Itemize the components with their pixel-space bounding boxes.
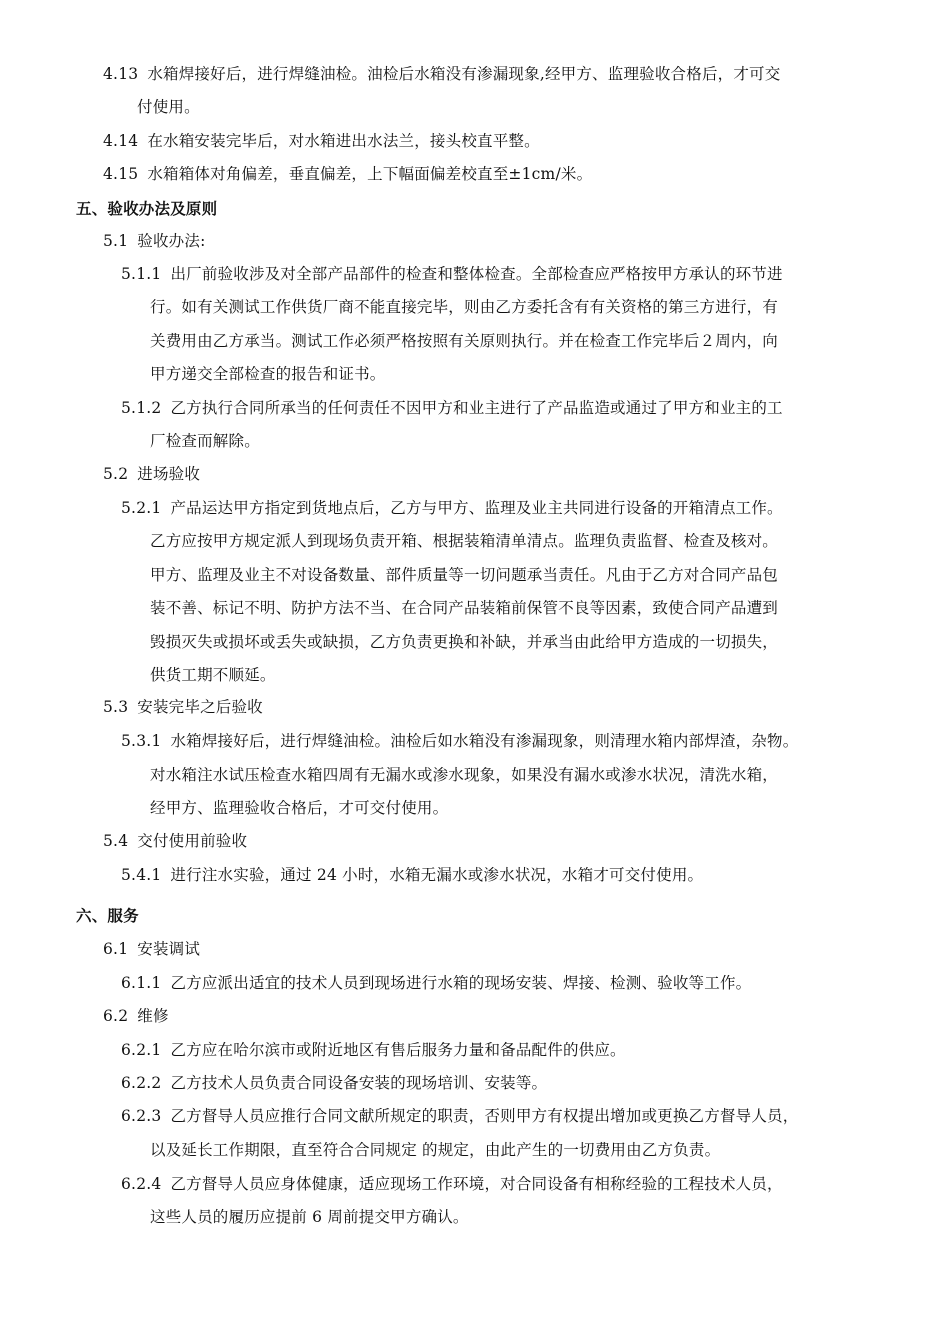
- clause-text: 水箱箱体对角偏差，垂直偏差，上下幅面偏差校直至±1cm/米。: [147, 165, 593, 183]
- clause-continuation-line: [150, 598, 778, 618]
- clause-text: 进行注水实验，通过 24 小时，水箱无漏水或渗水状况，水箱才可交付使用。: [170, 866, 704, 884]
- clause-number: 4.15: [103, 165, 139, 183]
- clause-line: [121, 498, 783, 518]
- clause-text: 在水箱安装完毕后，对水箱进出水法兰，接头校直平整。: [147, 132, 540, 150]
- clause-text: 水箱焊接好后，进行焊缝油检。油检后水箱没有渗漏现象,经甲方、监理验收合格后，才可交: [147, 65, 781, 83]
- clause-text: 以及延长工作期限，直至符合合同规定 的规定，由此产生的一切费用由乙方负责。: [150, 1141, 721, 1159]
- clause-text: 毁损灭失或损坏或丢失或缺损，乙方负责更换和补缺，并承当由此给甲方造成的一切损失，: [150, 633, 779, 651]
- clause-number: 5.3: [103, 698, 129, 716]
- clause-line: [103, 131, 540, 151]
- clause-line: [121, 731, 798, 751]
- clause-number: 5.3.1: [121, 732, 162, 750]
- clause-continuation-line: [150, 632, 778, 652]
- clause-number: 6.2: [103, 1007, 129, 1025]
- clause-line: [121, 1040, 626, 1060]
- clause-continuation-line: [150, 1207, 469, 1227]
- clause-number: 5.2: [103, 465, 129, 483]
- clause-number: 5.1: [103, 232, 129, 250]
- clause-continuation-line: [150, 297, 778, 317]
- clause-number: 6.2.2: [121, 1074, 162, 1092]
- section-heading: 六、服务: [76, 906, 139, 925]
- clause-text: 乙方督导人员应身体健康，适应现场工作环境，对合同设备有相称经验的工程技术人员，: [170, 1175, 783, 1193]
- clause-line: [103, 1006, 169, 1026]
- clause-line: [121, 865, 703, 885]
- clause-text: 乙方执行合同所承当的任何责任不因甲方和业主进行了产品监造或通过了甲方和业主的工: [170, 399, 783, 417]
- clause-text: 对水箱注水试压检查水箱四周有无漏水或渗水现象，如果没有漏水或渗水状况，清洗水箱，: [150, 766, 779, 784]
- clause-line: [103, 697, 263, 717]
- clause-line: [121, 1106, 798, 1126]
- clause-text: 甲方递交全部检查的报告和证书。: [150, 365, 386, 383]
- clause-text: 乙方督导人员应推行合同文献所规定的职责，否则甲方有权提出增加或更换乙方督导人员，: [170, 1107, 799, 1125]
- clause-text: 乙方应在哈尔滨市或附近地区有售后服务力量和备品配件的供应。: [170, 1041, 626, 1059]
- clause-number: 6.1.1: [121, 974, 162, 992]
- clause-text: 乙方应派出适宜的技术人员到现场进行水箱的现场安装、焊接、检测、验收等工作。: [170, 974, 752, 992]
- clause-line: [103, 939, 200, 959]
- clause-number: 6.1: [103, 940, 129, 958]
- clause-continuation-line: [150, 665, 276, 685]
- clause-text: 交付使用前验收: [137, 832, 248, 850]
- clause-text: 装不善、标记不明、防护方法不当、在合同产品装箱前保管不良等因素，致使合同产品遭到: [150, 599, 779, 617]
- clause-text: 关费用由乙方承当。测试工作必须严格按照有关原则执行。并在检查工作完毕后２周内，向: [150, 332, 779, 350]
- clause-line: [121, 398, 783, 418]
- clause-continuation-line: [150, 364, 386, 384]
- clause-line: [121, 1174, 783, 1194]
- clause-number: 4.14: [103, 132, 139, 150]
- clause-text: 行。如有关测试工作供货厂商不能直接完毕，则由乙方委托含有有关资格的第三方进行，有: [150, 298, 779, 316]
- clause-continuation-line: [150, 565, 778, 585]
- clause-continuation-line: [150, 431, 260, 451]
- clause-text: 这些人员的履历应提前 6 周前提交甲方确认。: [150, 1208, 469, 1226]
- clause-continuation-line: [150, 331, 778, 351]
- clause-number: 5.2.1: [121, 499, 162, 517]
- clause-continuation-line: [150, 531, 778, 551]
- clause-text: 安装调试: [137, 940, 201, 958]
- clause-number: 6.2.4: [121, 1175, 162, 1193]
- clause-number: 5.1.2: [121, 399, 162, 417]
- clause-text: 出厂前验收涉及对全部产品部件的检查和整体检查。全部检查应严格按甲方承认的环节进: [170, 265, 783, 283]
- clause-line: [121, 264, 783, 284]
- clause-text: 供货工期不顺延。: [150, 666, 276, 684]
- clause-number: 6.2.3: [121, 1107, 162, 1125]
- clause-text: 经甲方、监理验收合格后，才可交付使用。: [150, 799, 449, 817]
- clause-continuation-line: [150, 1140, 720, 1160]
- clause-text: 乙方技术人员负责合同设备安装的现场培训、安装等。: [170, 1074, 548, 1092]
- clause-text: 厂检查而解除。: [150, 432, 260, 450]
- clause-continuation-line: [150, 765, 778, 785]
- clause-line: [103, 231, 206, 251]
- clause-number: 4.13: [103, 65, 139, 83]
- clause-number: 5.4.1: [121, 866, 162, 884]
- clause-line: [103, 164, 592, 184]
- clause-number: 5.1.1: [121, 265, 162, 283]
- clause-text: 进场验收: [137, 465, 201, 483]
- clause-text: 安装完毕之后验收: [137, 698, 263, 716]
- clause-line: [103, 464, 200, 484]
- clause-line: [103, 64, 780, 84]
- clause-continuation-line: [150, 798, 448, 818]
- clause-text: 产品运达甲方指定到货地点后，乙方与甲方、监理及业主共同进行设备的开箱清点工作。: [170, 499, 783, 517]
- clause-text: 维修: [137, 1007, 169, 1025]
- clause-text: 甲方、监理及业主不对设备数量、部件质量等一切问题承当责任。凡由于乙方对合同产品包: [150, 566, 779, 584]
- clause-continuation-line: [137, 97, 200, 117]
- clause-text: 付使用。: [137, 98, 200, 116]
- clause-text: 验收办法:: [137, 232, 206, 250]
- clause-line: [121, 973, 751, 993]
- clause-number: 6.2.1: [121, 1041, 162, 1059]
- section-heading: 五、验收办法及原则: [76, 199, 218, 218]
- clause-number: 5.4: [103, 832, 129, 850]
- clause-text: 乙方应按甲方规定派人到现场负责开箱、根据装箱清单清点。监理负责监督、检查及核对。: [150, 532, 779, 550]
- clause-text: 水箱焊接好后，进行焊缝油检。油检后如水箱没有渗漏现象，则清理水箱内部焊渣，杂物。: [170, 732, 799, 750]
- clause-line: [121, 1073, 547, 1093]
- clause-line: [103, 831, 247, 851]
